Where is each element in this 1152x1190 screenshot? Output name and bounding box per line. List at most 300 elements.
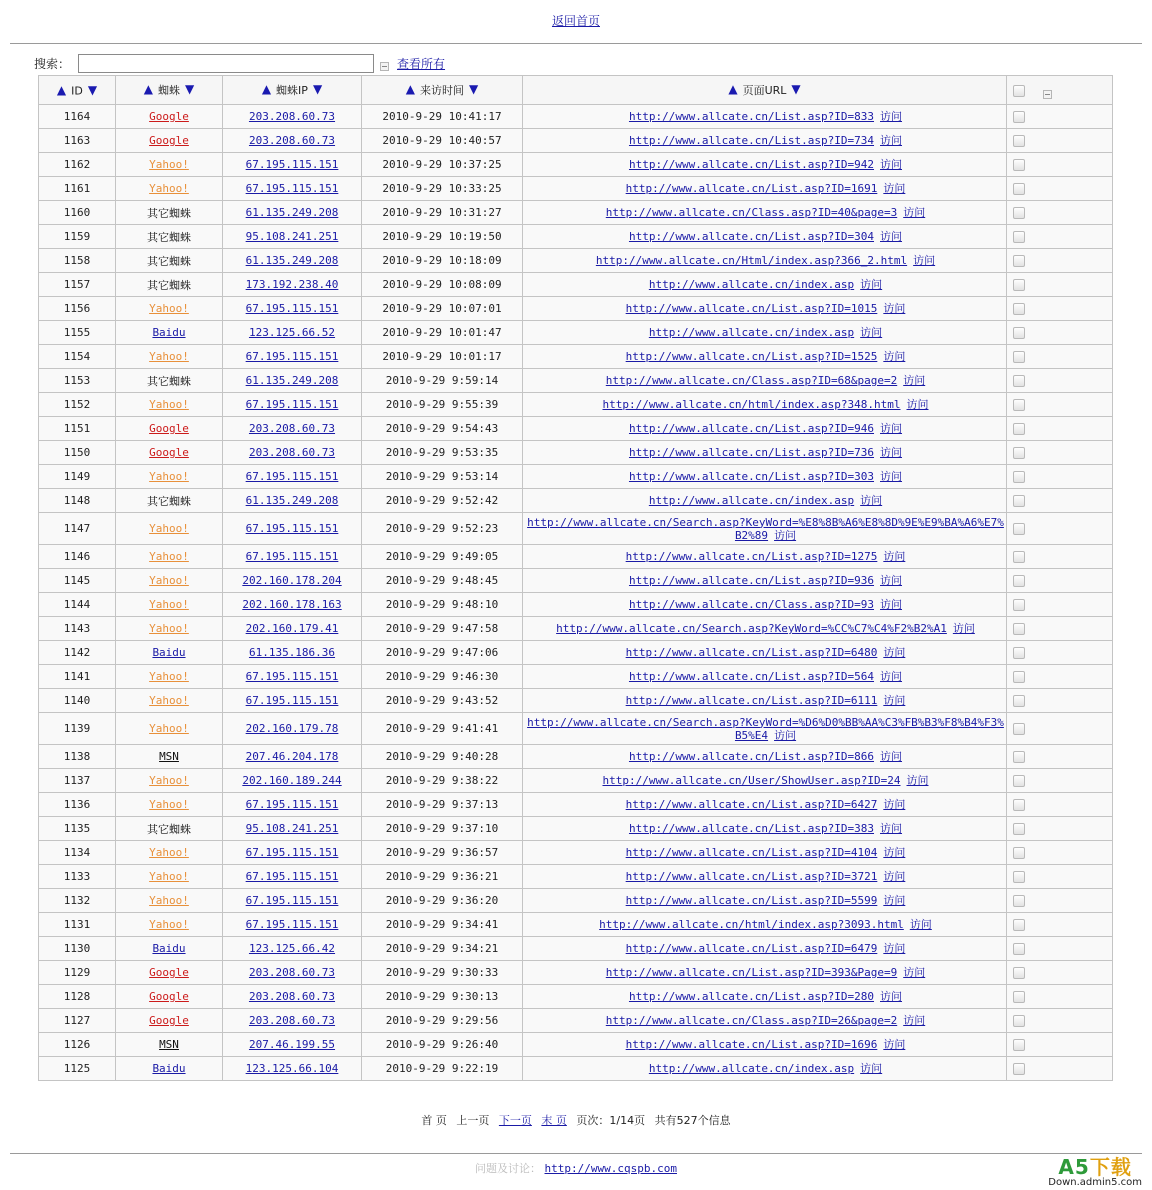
page-url-link[interactable]: http://www.allcate.cn/List.asp?ID=1696 [625, 1038, 878, 1051]
row-ip [223, 641, 362, 665]
page-url-link[interactable]: http://www.allcate.cn/Class.asp?ID=68&page=2 [605, 374, 898, 387]
last-page-link[interactable]: 末 页 [541, 1114, 567, 1127]
visit-link[interactable]: 访问 [903, 374, 926, 387]
visit-link[interactable]: 访问 [880, 158, 903, 171]
row-checkbox[interactable] [1013, 1063, 1025, 1075]
row-id-text: 1153 [63, 374, 91, 387]
row-id-text: 1149 [63, 470, 91, 483]
row-checkbox[interactable] [1013, 847, 1025, 859]
row-id-text: 1143 [63, 622, 91, 635]
page-url-link[interactable]: http://www.allcate.cn/Class.asp?ID=93 [628, 598, 875, 611]
spider-ip-link[interactable]: 202.160.179.78 [245, 722, 339, 735]
spider-name-link[interactable]: Yahoo! [149, 870, 189, 883]
visit-link[interactable]: 访问 [883, 798, 906, 811]
spider-ip-link[interactable]: 203.208.60.73 [248, 422, 336, 435]
view-all-link[interactable]: 查看所有 [397, 56, 446, 71]
spider-name-link[interactable]: MSN [159, 1038, 179, 1051]
spider-ip-link[interactable]: 67.195.115.151 [245, 522, 339, 535]
spider-ip-link[interactable]: 202.160.189.244 [242, 774, 342, 787]
spider-ip-link[interactable]: 203.208.60.73 [248, 990, 336, 1003]
row-checkbox[interactable] [1013, 279, 1025, 291]
visit-link[interactable]: 访问 [880, 470, 903, 483]
page-url-link[interactable]: http://www.allcate.cn/Search.asp?KeyWord=%D6%D0%BB%AA%C3%FB%B3%F8%B4%F3%B5%E4 [527, 715, 1004, 742]
visit-link[interactable]: 访问 [883, 350, 906, 363]
sort-asc-icon[interactable]: ▲ [56, 82, 67, 97]
row-spider [116, 889, 223, 913]
spider-ip-link[interactable]: 67.195.115.151 [245, 350, 339, 363]
row-url [523, 865, 1007, 889]
row-checkbox[interactable] [1013, 551, 1025, 563]
table-row [39, 961, 1113, 985]
page-url-link[interactable]: http://www.allcate.cn/Html/index.asp?366_2.html [595, 254, 908, 267]
spider-ip-link[interactable]: 203.208.60.73 [248, 110, 336, 123]
visit-link[interactable]: 访问 [883, 302, 906, 315]
visit-link[interactable]: 访问 [774, 728, 797, 742]
page-url-link[interactable]: http://www.allcate.cn/List.asp?ID=383 [628, 822, 875, 835]
row-checkbox[interactable] [1013, 647, 1025, 659]
row-select [1007, 369, 1113, 393]
row-checkbox[interactable] [1013, 399, 1025, 411]
table-row [39, 417, 1113, 441]
row-checkbox[interactable] [1013, 695, 1025, 707]
spider-ip-link[interactable]: 203.208.60.73 [248, 134, 336, 147]
page-url-link[interactable]: http://www.allcate.cn/List.asp?ID=6427 [625, 798, 878, 811]
spider-name-link[interactable]: Google [149, 110, 189, 123]
sort-asc-icon[interactable]: ▲ [405, 82, 415, 96]
visit-link[interactable]: 访问 [883, 550, 906, 563]
visit-time: 2010-9-29 9:30:33 [385, 966, 499, 979]
page-url-link[interactable]: http://www.allcate.cn/List.asp?ID=866 [628, 750, 875, 763]
spider-name-link[interactable]: Yahoo! [149, 670, 189, 683]
visit-time: 2010-9-29 9:30:13 [385, 990, 499, 1003]
row-ip [223, 249, 362, 273]
page-url-link[interactable]: http://www.allcate.cn/List.asp?ID=1275 [625, 550, 878, 563]
spider-name-link[interactable]: Baidu [152, 646, 186, 659]
row-select [1007, 665, 1113, 689]
row-checkbox[interactable] [1013, 255, 1025, 267]
select-all-checkbox[interactable] [1013, 85, 1025, 97]
page-url-link[interactable]: http://www.allcate.cn/List.asp?ID=736 [628, 446, 875, 459]
row-id [39, 105, 116, 129]
row-time [362, 129, 523, 153]
spider-ip-link[interactable]: 202.160.179.41 [245, 622, 339, 635]
visit-time: 2010-9-29 10:08:09 [382, 278, 502, 291]
visit-link[interactable]: 访问 [860, 326, 883, 339]
spider-name-link[interactable]: Google [149, 446, 189, 459]
spider-name-link[interactable]: Yahoo! [149, 894, 189, 907]
spider-ip-link[interactable]: 203.208.60.73 [248, 966, 336, 979]
row-ip [223, 369, 362, 393]
row-select [1007, 937, 1113, 961]
row-checkbox[interactable] [1013, 303, 1025, 315]
table-row [39, 793, 1113, 817]
row-url [523, 793, 1007, 817]
visit-link[interactable]: 访问 [880, 110, 903, 123]
visit-time: 2010-9-29 10:07:01 [382, 302, 502, 315]
table-row [39, 841, 1113, 865]
visit-link[interactable]: 访问 [883, 182, 906, 195]
spider-ip-link[interactable]: 123.125.66.52 [248, 326, 336, 339]
row-url [523, 713, 1007, 745]
visit-link[interactable]: 访问 [883, 1038, 906, 1051]
bottom-divider [10, 1153, 1142, 1154]
row-time [362, 393, 523, 417]
page-url-link[interactable]: http://www.allcate.cn/List.asp?ID=1015 [625, 302, 878, 315]
row-time [362, 665, 523, 689]
row-checkbox[interactable] [1013, 183, 1025, 195]
row-checkbox[interactable] [1013, 1015, 1025, 1027]
row-url [523, 129, 1007, 153]
table-row [39, 889, 1113, 913]
visit-time: 2010-9-29 9:29:56 [385, 1014, 499, 1027]
page-url-link[interactable]: http://www.allcate.cn/User/ShowUser.asp?ID=24 [602, 774, 901, 787]
table-row [39, 249, 1113, 273]
page-url-link[interactable]: http://www.allcate.cn/List.asp?ID=393&Page=9 [605, 966, 898, 979]
search-input[interactable] [78, 54, 374, 73]
spider-ip-link[interactable]: 61.135.249.208 [245, 206, 339, 219]
visit-link[interactable]: 访问 [906, 398, 929, 411]
spider-ip-link[interactable]: 202.160.178.163 [242, 598, 342, 611]
row-spider [116, 489, 223, 513]
row-checkbox[interactable] [1013, 447, 1025, 459]
page-url-link[interactable]: http://www.allcate.cn/html/index.asp?348.html [602, 398, 901, 411]
row-id-text: 1139 [63, 722, 91, 735]
visit-link[interactable]: 访问 [880, 598, 903, 611]
visit-link[interactable]: 访问 [883, 846, 906, 859]
search-submit-icon[interactable] [380, 62, 389, 71]
row-checkbox[interactable] [1013, 799, 1025, 811]
spider-ip-link[interactable]: 95.108.241.251 [245, 230, 339, 243]
row-spider [116, 321, 223, 345]
spider-ip-link[interactable]: 123.125.66.42 [248, 942, 336, 955]
spider-ip-link[interactable]: 67.195.115.151 [245, 918, 339, 931]
sort-asc-icon[interactable]: ▲ [261, 82, 272, 96]
row-checkbox[interactable] [1013, 111, 1025, 123]
row-checkbox[interactable] [1013, 671, 1025, 683]
visit-link[interactable]: 访问 [883, 646, 906, 659]
col-id-label: ID [71, 84, 83, 98]
page-url-link[interactable]: http://www.allcate.cn/List.asp?ID=3721 [625, 870, 878, 883]
row-select [1007, 345, 1113, 369]
sort-desc-icon[interactable]: ▼ [469, 82, 479, 96]
spider-ip-link[interactable]: 207.46.199.55 [248, 1038, 336, 1051]
sort-asc-icon[interactable]: ▲ [728, 82, 738, 96]
sort-desc-icon[interactable]: ▼ [185, 82, 195, 96]
row-id [39, 665, 116, 689]
row-select [1007, 545, 1113, 569]
spider-ip-link[interactable]: 202.160.178.204 [242, 574, 342, 587]
row-id [39, 465, 116, 489]
spider-name-link[interactable]: Baidu [152, 1062, 186, 1075]
spider-ip-link[interactable]: 67.195.115.151 [245, 694, 339, 707]
spider-ip-link[interactable]: 61.135.249.208 [245, 374, 339, 387]
row-checkbox[interactable] [1013, 575, 1025, 587]
row-checkbox[interactable] [1013, 495, 1025, 507]
delete-selected-icon[interactable] [1043, 90, 1052, 99]
row-checkbox[interactable] [1013, 723, 1025, 735]
spider-name-link[interactable]: Baidu [152, 942, 186, 955]
spider-name-link[interactable]: Yahoo! [149, 598, 189, 611]
row-checkbox[interactable] [1013, 471, 1025, 483]
visit-link[interactable]: 访问 [913, 254, 936, 267]
row-checkbox[interactable] [1013, 751, 1025, 763]
row-url [523, 321, 1007, 345]
spider-name-link[interactable]: Yahoo! [149, 574, 189, 587]
row-id [39, 769, 116, 793]
visit-time: 2010-9-29 9:43:52 [385, 694, 499, 707]
visit-time: 2010-9-29 9:41:41 [385, 722, 499, 735]
spider-name-link[interactable]: Yahoo! [149, 798, 189, 811]
spider-name-link[interactable]: Yahoo! [149, 622, 189, 635]
spider-ip-link[interactable]: 61.135.249.208 [245, 254, 339, 267]
spider-name-link[interactable]: Google [149, 990, 189, 1003]
spider-ip-link[interactable]: 207.46.204.178 [245, 750, 339, 763]
row-id-text: 1154 [63, 350, 91, 363]
row-select [1007, 769, 1113, 793]
row-spider [116, 793, 223, 817]
page-url-link[interactable]: http://www.allcate.cn/List.asp?ID=303 [628, 470, 875, 483]
page-url-link[interactable]: http://www.allcate.cn/index.asp [648, 494, 855, 507]
row-checkbox[interactable] [1013, 351, 1025, 363]
table-row [39, 153, 1113, 177]
row-checkbox[interactable] [1013, 327, 1025, 339]
spider-name-link[interactable]: MSN [159, 750, 179, 763]
spider-ip-link[interactable]: 67.195.115.151 [245, 470, 339, 483]
spider-ip-link[interactable]: 61.135.249.208 [245, 494, 339, 507]
footer-link[interactable]: http://www.cqspb.com [544, 1162, 677, 1175]
spider-ip-link[interactable]: 67.195.115.151 [245, 302, 339, 315]
visit-link[interactable]: 访问 [880, 574, 903, 587]
row-id [39, 369, 116, 393]
spider-ip-link[interactable]: 67.195.115.151 [245, 846, 339, 859]
row-spider [116, 1009, 223, 1033]
row-url [523, 273, 1007, 297]
row-checkbox[interactable] [1013, 207, 1025, 219]
row-checkbox[interactable] [1013, 871, 1025, 883]
visit-link[interactable]: 访问 [880, 446, 903, 459]
spider-ip-link[interactable]: 67.195.115.151 [245, 670, 339, 683]
visit-link[interactable]: 访问 [880, 230, 903, 243]
row-checkbox[interactable] [1013, 623, 1025, 635]
row-checkbox[interactable] [1013, 523, 1025, 535]
visit-link[interactable]: 访问 [883, 694, 906, 707]
page-url-link[interactable]: http://www.allcate.cn/List.asp?ID=564 [628, 670, 875, 683]
row-spider [116, 1057, 223, 1081]
row-checkbox[interactable] [1013, 159, 1025, 171]
visit-time: 2010-9-29 9:22:19 [385, 1062, 499, 1075]
row-checkbox[interactable] [1013, 135, 1025, 147]
page-url-link[interactable]: http://www.allcate.cn/Class.asp?ID=26&page=2 [605, 1014, 898, 1027]
visit-link[interactable]: 访问 [880, 750, 903, 763]
spider-name-link[interactable]: Yahoo! [149, 846, 189, 859]
row-ip [223, 569, 362, 593]
row-checkbox[interactable] [1013, 823, 1025, 835]
spider-name-link[interactable]: Google [149, 422, 189, 435]
visit-link[interactable]: 访问 [880, 822, 903, 835]
spider-ip-link[interactable]: 173.192.238.40 [245, 278, 339, 291]
page-url-link[interactable]: http://www.allcate.cn/List.asp?ID=304 [628, 230, 875, 243]
page-url-link[interactable]: http://www.allcate.cn/Search.asp?KeyWord=%CC%C7%C4%F2%B2%A1 [556, 622, 947, 635]
spider-name-link[interactable]: Yahoo! [149, 470, 189, 483]
row-checkbox[interactable] [1013, 1039, 1025, 1051]
spider-ip-link[interactable]: 203.208.60.73 [248, 1014, 336, 1027]
row-time [362, 441, 523, 465]
row-checkbox[interactable] [1013, 375, 1025, 387]
visit-link[interactable]: 访问 [880, 422, 903, 435]
row-id-text: 1157 [63, 278, 91, 291]
page-url-link[interactable]: http://www.allcate.cn/List.asp?ID=6479 [625, 942, 878, 955]
sort-desc-icon[interactable]: ▼ [87, 82, 98, 97]
row-ip [223, 745, 362, 769]
page-url-link[interactable]: http://www.allcate.cn/index.asp [648, 1062, 855, 1075]
table-row [39, 569, 1113, 593]
page-url-link[interactable]: http://www.allcate.cn/List.asp?ID=1691 [625, 182, 878, 195]
sort-desc-icon[interactable]: ▼ [312, 82, 323, 96]
row-checkbox[interactable] [1013, 991, 1025, 1003]
spider-ip-link[interactable]: 67.195.115.151 [245, 158, 339, 171]
page-url-link[interactable]: http://www.allcate.cn/List.asp?ID=734 [628, 134, 875, 147]
page-url-link[interactable]: http://www.allcate.cn/Class.asp?ID=40&page=3 [605, 206, 898, 219]
row-time [362, 569, 523, 593]
page-url-link[interactable]: http://www.allcate.cn/Search.asp?KeyWord=%E8%8B%A6%E8%8D%9E%E9%BA%A6%E7%B2%89 [527, 515, 1004, 542]
row-select [1007, 201, 1113, 225]
table-row [39, 937, 1113, 961]
logo-a5: A5 [1058, 1155, 1090, 1179]
table-row [39, 665, 1113, 689]
page-url-link[interactable]: http://www.allcate.cn/List.asp?ID=6480 [625, 646, 878, 659]
spider-ip-link[interactable]: 67.195.115.151 [245, 398, 339, 411]
visit-link[interactable]: 访问 [860, 494, 883, 507]
page-url-link[interactable]: http://www.allcate.cn/List.asp?ID=1525 [625, 350, 878, 363]
page-url-link[interactable]: http://www.allcate.cn/List.asp?ID=280 [628, 990, 875, 1003]
visit-link[interactable]: 访问 [883, 942, 906, 955]
page-url-link[interactable]: http://www.allcate.cn/List.asp?ID=833 [628, 110, 875, 123]
spider-name-link[interactable]: Yahoo! [149, 302, 189, 315]
page-url-link[interactable]: http://www.allcate.cn/List.asp?ID=942 [628, 158, 875, 171]
visit-time: 2010-9-29 10:18:09 [382, 254, 502, 267]
row-checkbox[interactable] [1013, 599, 1025, 611]
row-checkbox[interactable] [1013, 775, 1025, 787]
row-checkbox[interactable] [1013, 231, 1025, 243]
spider-ip-link[interactable]: 203.208.60.73 [248, 446, 336, 459]
spider-ip-link[interactable]: 67.195.115.151 [245, 798, 339, 811]
table-row [39, 321, 1113, 345]
spider-ip-link[interactable]: 67.195.115.151 [245, 182, 339, 195]
spider-name-link[interactable]: Yahoo! [149, 398, 189, 411]
row-url [523, 513, 1007, 545]
visit-time: 2010-9-29 10:01:47 [382, 326, 502, 339]
spider-name-link[interactable]: Yahoo! [149, 522, 189, 535]
page-url-link[interactable]: http://www.allcate.cn/List.asp?ID=936 [628, 574, 875, 587]
row-ip [223, 225, 362, 249]
row-checkbox[interactable] [1013, 919, 1025, 931]
row-select [1007, 129, 1113, 153]
row-time [362, 321, 523, 345]
sort-desc-icon[interactable]: ▼ [791, 82, 801, 96]
page-url-link[interactable]: http://www.allcate.cn/html/index.asp?3093.html [599, 918, 904, 931]
page-url-link[interactable]: http://www.allcate.cn/index.asp [648, 326, 855, 339]
spider-name: 其它蜘蛛 [147, 374, 191, 388]
visit-time: 2010-9-29 9:36:21 [385, 870, 499, 883]
visit-link[interactable]: 访问 [883, 894, 906, 907]
top-divider [10, 43, 1142, 44]
spider-name: 其它蜘蛛 [147, 254, 191, 268]
visit-link[interactable]: 访问 [903, 206, 926, 219]
table-row [39, 1033, 1113, 1057]
spider-name-link[interactable]: Baidu [152, 326, 186, 339]
spider-name-link[interactable]: Google [149, 966, 189, 979]
page-url-link[interactable]: http://www.allcate.cn/List.asp?ID=946 [628, 422, 875, 435]
visit-link[interactable]: 访问 [906, 774, 929, 787]
spider-name-link[interactable]: Google [149, 1014, 189, 1027]
next-page-link[interactable]: 下一页 [498, 1114, 532, 1127]
spider-ip-link[interactable]: 67.195.115.151 [245, 894, 339, 907]
visit-link[interactable]: 访问 [860, 278, 883, 291]
visit-time: 2010-9-29 9:53:35 [385, 446, 499, 459]
row-spider [116, 593, 223, 617]
page-url-link[interactable]: http://www.allcate.cn/List.asp?ID=6111 [625, 694, 878, 707]
row-id-text: 1126 [63, 1038, 91, 1051]
home-link[interactable]: 返回首页 [551, 14, 600, 28]
table-row [39, 345, 1113, 369]
visit-link[interactable]: 访问 [880, 990, 903, 1003]
row-checkbox[interactable] [1013, 967, 1025, 979]
visit-link[interactable]: 访问 [774, 528, 797, 542]
spider-name-link[interactable]: Yahoo! [149, 182, 189, 195]
sort-asc-icon[interactable]: ▲ [143, 82, 153, 96]
spider-ip-link[interactable]: 61.135.186.36 [248, 646, 336, 659]
spider-name-link[interactable]: Yahoo! [149, 694, 189, 707]
visit-link[interactable]: 访问 [860, 1062, 883, 1075]
visit-link[interactable]: 访问 [903, 1014, 926, 1027]
row-id [39, 641, 116, 665]
visit-link[interactable]: 访问 [909, 918, 932, 931]
page-url-link[interactable]: http://www.allcate.cn/List.asp?ID=5599 [625, 894, 878, 907]
col-time-label: 来访时间 [420, 84, 464, 97]
row-url [523, 417, 1007, 441]
visit-link[interactable]: 访问 [952, 622, 975, 635]
spider-name-link[interactable]: Google [149, 134, 189, 147]
row-id [39, 889, 116, 913]
page-url-link[interactable]: http://www.allcate.cn/index.asp [648, 278, 855, 291]
row-id [39, 593, 116, 617]
spider-name-link[interactable]: Yahoo! [149, 774, 189, 787]
spider-ip-link[interactable]: 95.108.241.251 [245, 822, 339, 835]
visit-link[interactable]: 访问 [880, 134, 903, 147]
row-time [362, 273, 523, 297]
spider-ip-link[interactable]: 123.125.66.104 [245, 1062, 339, 1075]
table-row [39, 513, 1113, 545]
spider-name-link[interactable]: Yahoo! [149, 550, 189, 563]
spider-ip-link[interactable]: 67.195.115.151 [245, 550, 339, 563]
visit-link[interactable]: 访问 [880, 670, 903, 683]
visit-time: 2010-9-29 10:01:17 [382, 350, 502, 363]
row-time [362, 641, 523, 665]
row-checkbox[interactable] [1013, 423, 1025, 435]
spider-ip-link[interactable]: 67.195.115.151 [245, 870, 339, 883]
spider-name-link[interactable]: Yahoo! [149, 918, 189, 931]
spider-name-link[interactable]: Yahoo! [149, 350, 189, 363]
spider-name-link[interactable]: Yahoo! [149, 158, 189, 171]
row-id-text: 1128 [63, 990, 91, 1003]
row-checkbox[interactable] [1013, 943, 1025, 955]
visit-link[interactable]: 访问 [883, 870, 906, 883]
page-url-link[interactable]: http://www.allcate.cn/List.asp?ID=4104 [625, 846, 878, 859]
visit-time: 2010-9-29 9:38:22 [385, 774, 499, 787]
visit-link[interactable]: 访问 [903, 966, 926, 979]
row-checkbox[interactable] [1013, 895, 1025, 907]
spider-name-link[interactable]: Yahoo! [149, 722, 189, 735]
